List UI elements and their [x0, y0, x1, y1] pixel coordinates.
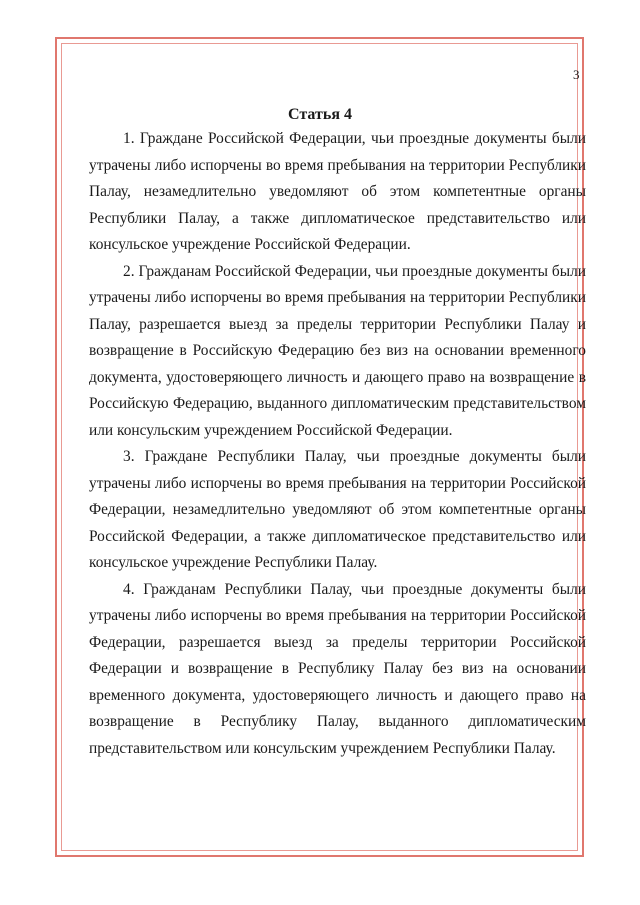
paragraph-1: 1. Граждане Российской Федерации, чьи проездные документы были утрачены либо испорчены во время пребывания на территории Республики Палау, незамедлительно уведомляют об этом компетентные органы Республики Палау, а также дипломатическое представительство или консульское учреждение Российской Федерации.: [89, 130, 586, 253]
article-heading: Статья 4: [288, 106, 352, 123]
article-body: [89, 126, 586, 762]
paragraph-4: 4. Гражданам Республики Палау, чьи проездные документы были утрачены либо испорчены во время пребывания на территории Российской Федерации, разрешается выезд за пределы территории Российской Федерации и возвращение в Республику Палау без виз на основании временного документа, удостоверяющего личность и дающего право на возвращение в Республику Палау, выданного дипломатическим представительством или консульским учреждением Республики Палау.: [89, 580, 586, 757]
paragraph-3: 3. Граждане Республики Палау, чьи проездные документы были утрачены либо испорчены во время пребывания на территории Российской Федерации, незамедлительно уведомляют об этом компетентные органы Российской Федерации, а также дипломатическое представительство или консульское учреждение Республики Палау.: [89, 448, 586, 571]
page-number: 3: [573, 67, 580, 82]
paragraph-2: 2. Гражданам Российской Федерации, чьи проездные документы были утрачены либо испорчены во время пребывания на территории Республики Палау, разрешается выезд за пределы территории Республики Палау и возвращение в Российскую Федерацию без виз на основании временного документа, удостоверяющего личность и дающего право на возвращение в Российскую Федерацию, выданного дипломатическим представительством или консульским учреждением Российской Федерации.: [89, 262, 586, 439]
